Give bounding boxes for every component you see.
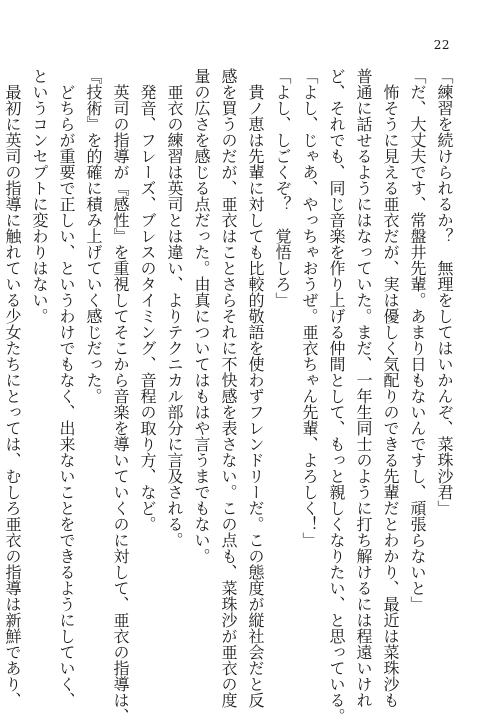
text-line: 感を買うのだが、亜衣はことさらそれに不快感を表さない。この点も、菜珠沙が亜衣の度 (219, 68, 238, 708)
text-line: どちらが重要で正しい、というわけでもなく、出来ないことをできるようにしていく、 (57, 84, 76, 708)
text-line: 普通に話せるようにはなっていた。まだ、一年生同士のように打ち解けるには程遠いけれ (354, 68, 373, 708)
vertical-text-body (3, 68, 458, 724)
text-line: 「だ、大丈夫です、常盤井先輩。あまり日もないんですし、頑張らないと」 (408, 68, 427, 612)
text-line: 亜衣の練習は英司とは違い、よりテクニカル部分に言及される。 (165, 84, 184, 548)
text-line: ど、それでも、同じ音楽を作り上げる仲間として、もっと親しくなりたい、と思っている。 (327, 68, 346, 724)
text-line: 「練習を続けられるか？ 無理をしてはいかんぞ、菜珠沙君」 (435, 68, 454, 516)
text-line: 「よし、じゃあ、やっちゃおうぜ。亜衣ちゃん先輩、よろしく！」 (300, 68, 319, 548)
text-line: 量の広さを感じる点だった。由真についてはもはや言うまでもない。 (192, 68, 211, 564)
text-line: 怖そうに見える亜衣だが、実は優しく気配りのできる先輩だとわかり、最近は菜珠沙も (381, 84, 400, 708)
text-line: 貴ノ恵は先輩に対しても比較的敬語を使わずフレンドリーだ。この態度が縦社会だと反 (246, 84, 265, 708)
text-line: 発音、フレーズ、ブレスのタイミング、音程の取り方、など。 (138, 84, 157, 532)
text-line: 英司の指導が『感性』を重視してそこから音楽を導いていくのに対して、亜衣の指導は、 (111, 84, 130, 724)
text-line: 『技術』を的確に積み上げていく感じだった。 (84, 68, 103, 404)
page-number: 22 (433, 38, 450, 52)
text-line: 最初に英司の指導に触れている少女たちにとっては、むしろ亜衣の指導は新鮮であり、 (3, 84, 22, 708)
text-line: 「よし、しごくぞ？ 覚悟しろ」 (273, 68, 292, 308)
text-line: というコンセプトに変わりはない。 (30, 68, 49, 324)
